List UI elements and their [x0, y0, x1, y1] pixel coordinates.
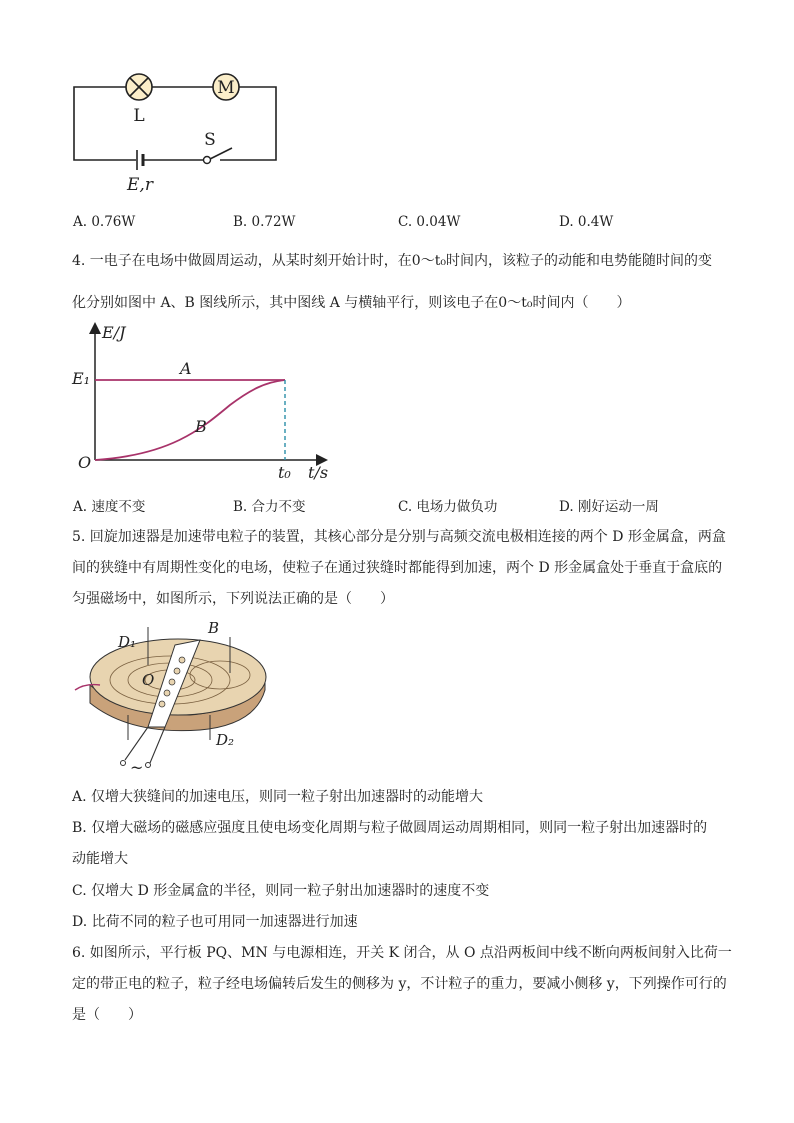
q5-stem-line3: 匀强磁场中，如图所示，下列说法正确的是（ ）: [72, 591, 394, 607]
origin-label: O: [78, 453, 92, 472]
q3-option-b[interactable]: B. 0.72W: [233, 214, 296, 230]
q3-option-c[interactable]: C. 0.04W: [398, 214, 461, 230]
q5-option-d[interactable]: D. 比荷不同的粒子也可用同一加速器进行加速: [72, 914, 358, 930]
q6-stem-line3: 是（ ）: [72, 1007, 142, 1023]
q5-option-a[interactable]: A. 仅增大狭缝间的加速电压，则同一粒子射出加速器时的动能增大: [72, 789, 484, 805]
q5-option-b-line1[interactable]: B. 仅增大磁场的磁感应强度且使电场变化周期与粒子做圆周运动周期相同，则同一粒子射出加速器时的: [72, 820, 708, 836]
d1-label: D₁: [118, 633, 137, 651]
q3-option-d[interactable]: D. 0.4W: [559, 214, 614, 230]
q4-option-c[interactable]: C. 电场力做负功: [398, 499, 498, 515]
ac-symbol: ~: [130, 758, 144, 775]
q5-option-c[interactable]: C. 仅增大 D 形金属盒的半径，则同一粒子射出加速器时的速度不变: [72, 883, 490, 899]
cyclotron-figure: [70, 615, 290, 775]
q6-stem-line1: 6. 如图所示，平行板 PQ、MN 与电源相连，开关 K 闭合，从 O 点沿两板间中线不断向两板间射入比荷一: [72, 945, 732, 961]
switch-label: S: [204, 130, 216, 150]
curve-a-label: A: [180, 359, 192, 378]
q6-stem-line2: 定的带正电的粒子，粒子经电场偏转后发生的侧移为 y，不计粒子的重力，要减小侧移 y，下列操作可行的: [72, 976, 727, 992]
x-axis-label: t/s: [308, 463, 329, 482]
e1-label: E₁: [72, 369, 91, 388]
motor-label: M: [217, 78, 235, 98]
b-label: B: [208, 619, 220, 637]
q4-stem-line2: 化分别如图中 A、B 图线所示，其中图线 A 与横轴平行，则该电子在0～t₀时间内（ ）: [72, 295, 631, 311]
q5-stem-line2: 间的狭缝中有周期性变化的电场，使粒子在通过狭缝时都能得到加速，两个 D 形金属盒处于垂直于盒底的: [72, 560, 723, 576]
t0-label: t₀: [278, 463, 291, 482]
curve-b-label: B: [195, 417, 207, 436]
q5-option-b-line2[interactable]: 动能增大: [72, 851, 128, 867]
d2-label: D₂: [216, 731, 235, 749]
q5-stem-line1: 5. 回旋加速器是加速带电粒子的装置，其核心部分是分别与高频交流电极相连接的两个 D 形金属盒，两盒: [72, 529, 726, 545]
q4-option-d[interactable]: D. 刚好运动一周: [559, 499, 659, 515]
q3-option-a[interactable]: A. 0.76W: [73, 214, 136, 230]
switch-contact: [204, 157, 211, 164]
battery-symbol: [137, 150, 143, 170]
o-label: O: [142, 671, 155, 689]
q4-option-a[interactable]: A. 速度不变: [73, 499, 146, 515]
lamp-label: L: [133, 106, 145, 126]
q4-option-b[interactable]: B. 合力不变: [233, 499, 306, 515]
lamp-symbol: [126, 74, 152, 100]
battery-label: E,r: [127, 175, 153, 195]
q4-stem-line1: 4. 一电子在电场中做圆周运动，从某时刻开始计时，在0～t₀时间内，该粒子的动能和电势能随时间的变: [72, 253, 712, 269]
energy-time-graph: [70, 320, 340, 490]
curve-b: [95, 380, 285, 460]
circuit-diagram: [60, 65, 290, 200]
y-axis-label: E/J: [102, 323, 126, 342]
